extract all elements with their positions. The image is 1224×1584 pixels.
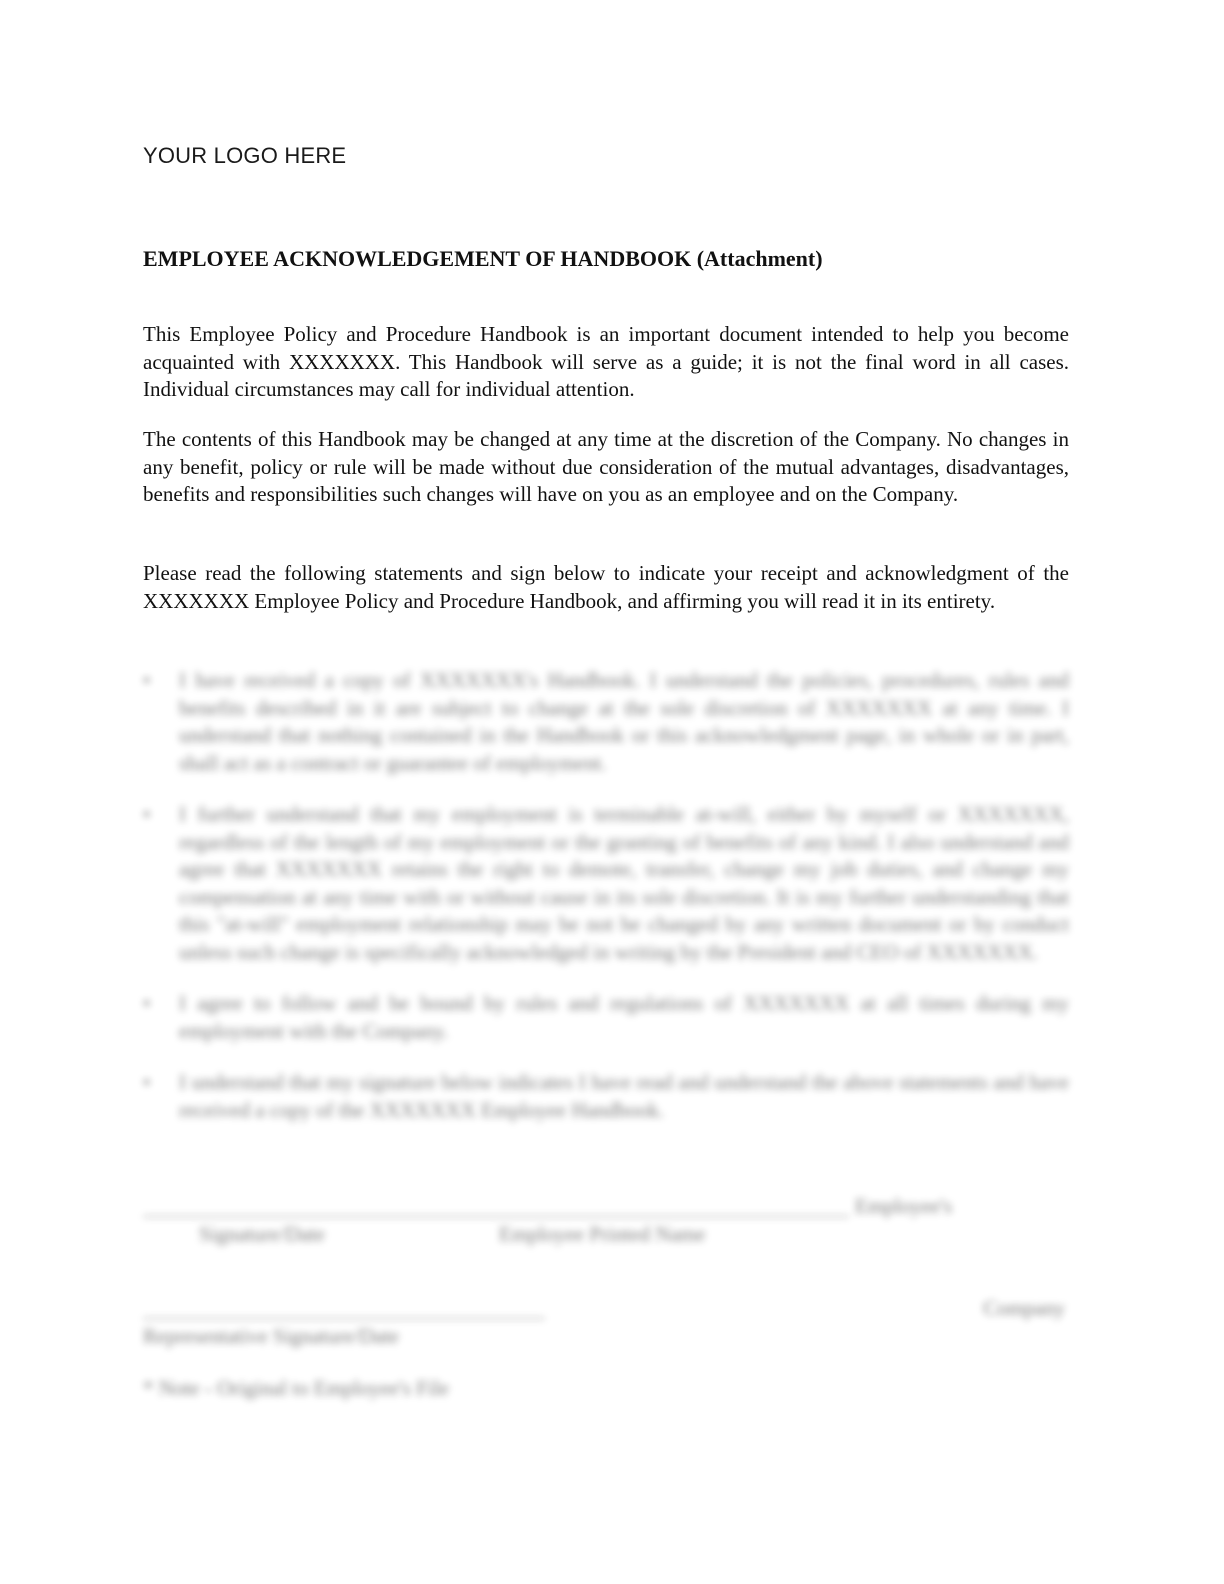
acknowledgement-statements	[143, 667, 1069, 1148]
bullet-icon: •	[143, 668, 151, 692]
employee-signature-line[interactable]	[143, 1216, 849, 1217]
bullet-icon: •	[143, 991, 151, 1015]
statement-item	[143, 1069, 1069, 1124]
statement-text: I further understand that my employment is terminable at-will, either by myself or XXXXXXX, regardless of the length of my employment or the granting of benefits of any kind. I also understand and agree that XXXXXXX retains the right to demote, transfer, change my job duties, and change my compensation at any time with or without cause in its sole discretion. It is my further understanding that this "at-will" employment relationship may be not be changed by any written document or by conduct unless such change is specifically acknowledged in writing by the President and CEO of XXXXXXX.	[179, 802, 1069, 964]
statement-item	[143, 801, 1069, 966]
intro-paragraph: This Employee Policy and Procedure Handbook is an important document intended to help you become acquainted with XXXXXXX. This Handbook will serve as a guide; it is not the final word in all cases. Individual circumstances may call for individual attention.	[143, 322, 1069, 401]
statement-item	[143, 667, 1069, 777]
changes-paragraph: The contents of this Handbook may be changed at any time at the discretion of the Company. No changes in any benefit, policy or rule will be made without due consideration of the mutual advantages, disadvantages, benefits and responsibilities such changes will have on you as an employee and on the Company.	[143, 427, 1069, 506]
representative-signature-line[interactable]	[143, 1318, 545, 1319]
employee-printed-name-label: Employee Printed Name	[499, 1222, 706, 1246]
employees-label: Employee's	[855, 1194, 953, 1218]
signature-date-label: Signature/Date	[199, 1222, 325, 1246]
company-label: Company	[983, 1296, 1065, 1320]
representative-signature-date-label: Representative Signature/Date	[143, 1324, 399, 1348]
statement-text: I understand that my signature below indicates I have read and understand the above statements and have received a copy of the XXXXXXX Employee Handbook.	[179, 1070, 1069, 1122]
statement-text: I have received a copy of XXXXXXX's Handbook. I understand the policies, procedures, rules and benefits described in it are subject to change at the sole discretion of XXXXXXX at any time. I understand that nothing contained in the Handbook or this acknowledgment page, in whole or in part, shall act as a contract or guarantee of employment.	[179, 668, 1069, 775]
bullet-icon: •	[143, 802, 151, 826]
document-title: EMPLOYEE ACKNOWLEDGEMENT OF HANDBOOK (Attachment)	[143, 246, 823, 271]
file-note: * Note - Original to Employee's File	[143, 1376, 449, 1400]
bullet-icon: •	[143, 1070, 151, 1094]
statement-text: I agree to follow and be bound by rules and regulations of XXXXXXX at all times during my employment with the Company.	[179, 991, 1069, 1043]
statement-item	[143, 990, 1069, 1045]
instructions-paragraph: Please read the following statements and sign below to indicate your receipt and acknowledgment of the XXXXXXX Employee Policy and Procedure Handbook, and affirming you will read it in its entirety.	[143, 561, 1069, 613]
logo-placeholder: YOUR LOGO HERE	[143, 143, 347, 168]
